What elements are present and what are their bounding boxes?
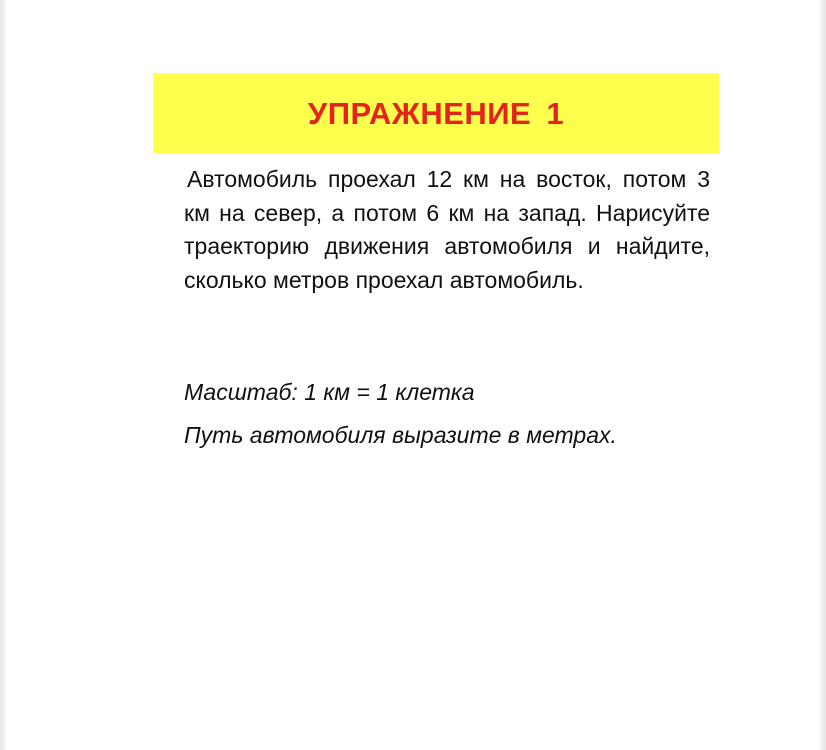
answer-instruction: Путь автомобиля выразите в метрах. <box>184 422 617 448</box>
page-left-edge <box>0 0 6 750</box>
title-banner <box>153 73 719 153</box>
scale-note: Масштаб: 1 км = 1 клетка <box>184 379 475 405</box>
task-paragraph: Автомобиль проехал 12 км на восток, потом 3 км на север, а потом 6 км на запад. Нарисуйте траекторию движения автомобиля и найдите, сколько метров проехал автомобиль. <box>184 166 710 293</box>
exercise-title: УПРАЖНЕНИЕ 1 <box>307 96 565 131</box>
page-right-edge <box>820 0 826 750</box>
